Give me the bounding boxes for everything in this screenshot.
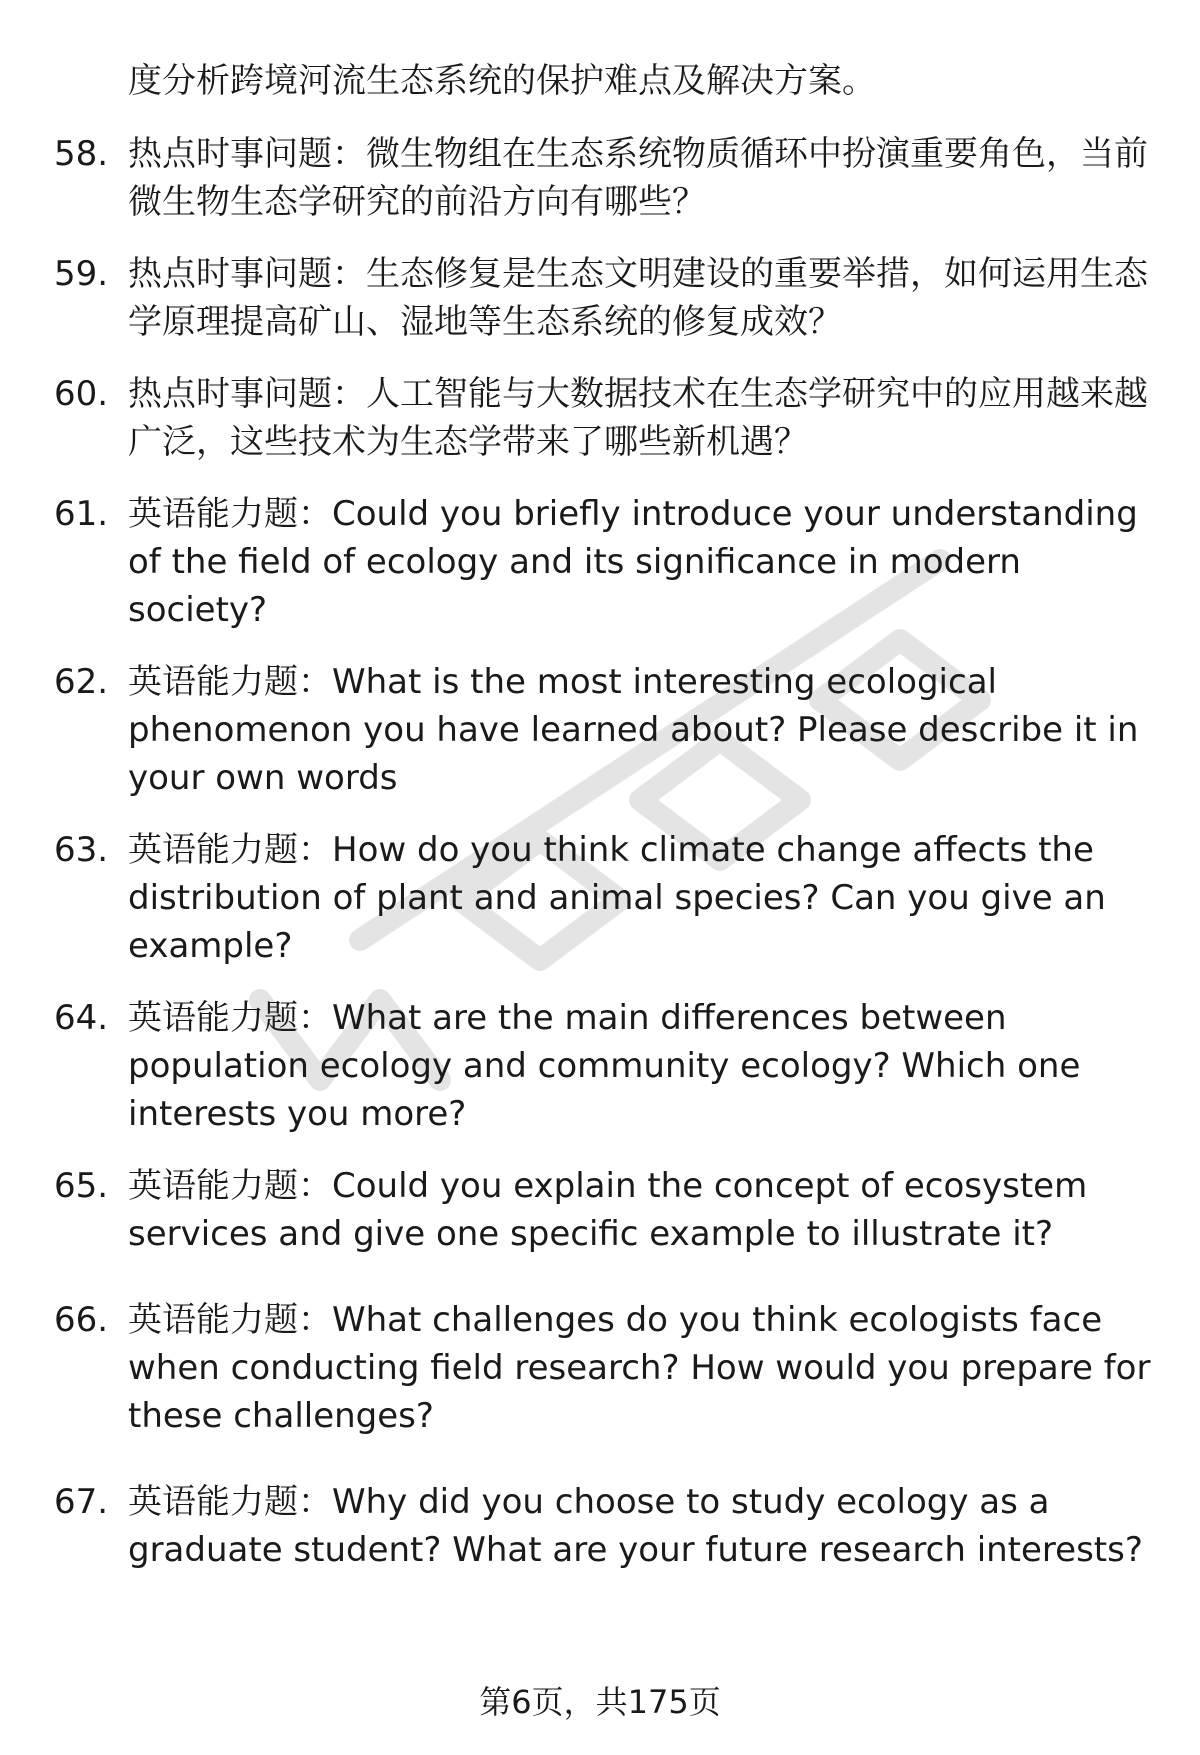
question-number: 59. (54, 254, 109, 294)
question-number: 63. (54, 830, 109, 870)
question-number: 61. (54, 494, 109, 534)
question-number: 64. (54, 998, 109, 1038)
question-text: 英语能力题：How do you think climate change affects the distribution of plant and animal species? Can you give an example? (128, 830, 1106, 966)
question-text: 英语能力题：What is the most interesting ecological phenomenon you have learned about? Please describe it in your own words (128, 662, 1139, 798)
page-footer: 第6页，共175页 (479, 1683, 721, 1721)
question-number: 58. (54, 134, 109, 174)
question-text: 英语能力题：Why did you choose to study ecology as a graduate student? What are your future research interests? (128, 1482, 1143, 1570)
question-text: 英语能力题：What are the main differences between population ecology and community ecology? Which one interests you more? (128, 998, 1081, 1134)
question-number: 60. (54, 374, 109, 414)
question-number: 66. (54, 1300, 109, 1340)
intro-text: 度分析跨境河流生态系统的保护难点及解决方案。 (128, 61, 876, 101)
question-text: 热点时事问题：生态修复是生态文明建设的重要举措，如何运用生态学原理提高矿山、湿地等生态系统的修复成效？ (128, 254, 1148, 342)
question-text: 热点时事问题：人工智能与大数据技术在生态学研究中的应用越来越广泛，这些技术为生态学带来了哪些新机遇？ (128, 374, 1148, 462)
question-text: 英语能力题：Could you briefly introduce your understanding of the field of ecology and its significance in modern society? (128, 494, 1138, 630)
question-number: 62. (54, 662, 109, 702)
question-text: 英语能力题：What challenges do you think ecologists face when conducting field research? How would you prepare for these challenges? (128, 1300, 1151, 1436)
question-number: 67. (54, 1482, 109, 1522)
question-text: 热点时事问题：微生物组在生态系统物质循环中扮演重要角色，当前微生物生态学研究的前沿方向有哪些？ (128, 134, 1148, 222)
question-number: 65. (54, 1166, 109, 1206)
question-text: 英语能力题：Could you explain the concept of ecosystem services and give one specific example to illustrate it? (128, 1166, 1088, 1254)
